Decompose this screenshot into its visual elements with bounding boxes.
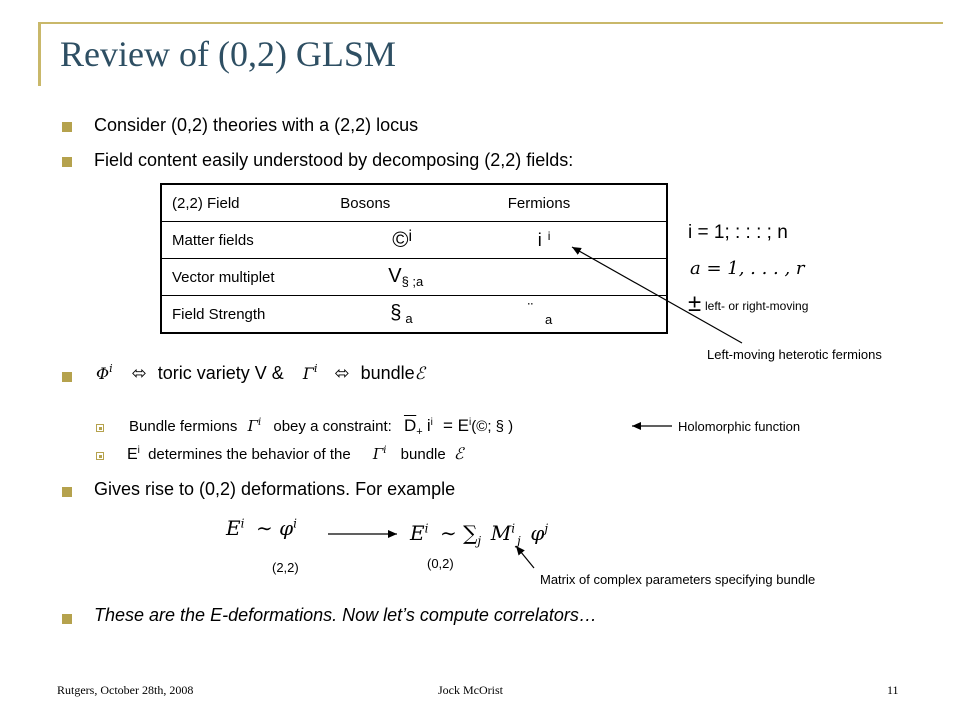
rhs-phi-sup: j	[544, 521, 549, 536]
constraint-args: (©; § )	[471, 418, 514, 435]
rhs-phi: φ	[530, 521, 545, 545]
bullet-text-3: Gives rise to (0,2) deformations. For example	[94, 479, 456, 499]
toric-text: toric variety V &	[157, 363, 284, 383]
e-sup: i	[137, 445, 140, 456]
fermion-symbol: ¨	[527, 301, 534, 318]
boson-symbol: ©	[392, 227, 409, 252]
gamma-symbol: Γ	[372, 445, 384, 463]
constraint-index: i	[426, 416, 431, 435]
lhs-e: E	[226, 516, 241, 540]
d-plus-operator: $\overline{D}$	[403, 416, 417, 435]
chirality-note: left- or right-moving	[705, 299, 809, 313]
gamma-symbol: Γ	[302, 364, 314, 383]
gamma-sup: i	[383, 445, 387, 456]
constraint-rhs-sup: i	[469, 417, 472, 428]
header-bosons: Bosons	[330, 184, 497, 222]
label-22: (2,2)	[272, 560, 299, 575]
heterotic-fermions-label: Left-moving heterotic fermions	[707, 347, 882, 362]
e-symbol: E	[127, 446, 138, 463]
bundle-text: bundle	[360, 363, 415, 383]
rhs-e: E	[410, 521, 425, 545]
bullet-text-1: Consider (0,2) theories with a (2,2) locus	[94, 115, 419, 135]
rhs-e-sup: i	[424, 521, 429, 536]
constraint-post: obey a constraint:	[273, 418, 392, 435]
boson-sub: § ;a	[401, 274, 424, 289]
phi-symbol: Φ	[96, 364, 110, 383]
row-label: Field Strength	[172, 305, 266, 323]
lhs-e-sup: i	[240, 516, 245, 531]
lhs-rest-sup: i	[293, 516, 297, 531]
bullet-text-2: Field content easily understood by decomposing (2,2) fields:	[94, 150, 574, 170]
slide-title: Review of (0,2) GLSM	[60, 34, 396, 74]
bundle-symbol: ℰ	[453, 444, 464, 463]
constraint-pre: Bundle fermions	[129, 418, 238, 435]
rhs-matrix-sup: i	[511, 521, 516, 536]
bullet-text-4: These are the E-deformations. Now let’s compute correlators…	[94, 605, 597, 625]
fermion-sup: i	[547, 229, 551, 243]
phi-sup: i	[109, 362, 113, 375]
gauge-index-range: a = 1, . . . , r	[690, 258, 805, 279]
bundle-symbol: ℰ	[414, 364, 425, 384]
boson-symbol: V	[388, 265, 402, 287]
gamma-sup: i	[313, 362, 318, 375]
rhs-matrix-sub: j	[517, 534, 521, 548]
boson-sub: a	[405, 311, 413, 326]
footer-event: Rutgers, October 28th, 2008	[57, 683, 194, 697]
row-label: Vector multiplet	[161, 259, 330, 296]
gamma-symbol: Γ	[247, 417, 258, 435]
row-label: Matter fields	[161, 222, 330, 259]
heterotic-arrow	[572, 247, 742, 343]
boson-symbol: §	[390, 302, 402, 324]
equivalence-arrow: ⬄	[334, 363, 350, 383]
lhs-rest: ∼ φ	[256, 516, 294, 540]
rhs-matrix: M	[490, 521, 512, 545]
constraint-index-sup: i	[430, 417, 433, 428]
page-number: 11	[887, 683, 899, 697]
matrix-annotation: Matrix of complex parameters specifying bundle	[540, 572, 816, 587]
footer-author: Jock McOrist	[438, 683, 503, 697]
constraint-rhs: = E	[443, 416, 470, 435]
rhs-sum: ∼ ∑	[440, 521, 478, 545]
bundle-text: bundle	[400, 446, 446, 463]
equivalence-arrow: ⬄	[131, 363, 147, 383]
d-plus-sub: +	[416, 426, 423, 438]
index-range: i = 1; : : : ; n	[688, 222, 788, 243]
rhs-sum-sub: j	[477, 534, 482, 548]
header-field: (2,2) Field	[161, 184, 330, 222]
plus-minus-symbol: ±	[688, 290, 702, 317]
fermion-symbol: i	[537, 230, 542, 250]
boson-sup: i	[408, 228, 413, 245]
fermion-sub: a	[545, 312, 553, 327]
determines-text: determines the behavior of the	[148, 446, 351, 463]
label-02: (0,2)	[427, 556, 454, 571]
gamma-sup: i	[258, 417, 262, 428]
header-fermions: Fermions	[498, 184, 667, 222]
matrix-arrow	[516, 546, 534, 568]
holomorphic-annotation: Holomorphic function	[678, 419, 801, 434]
